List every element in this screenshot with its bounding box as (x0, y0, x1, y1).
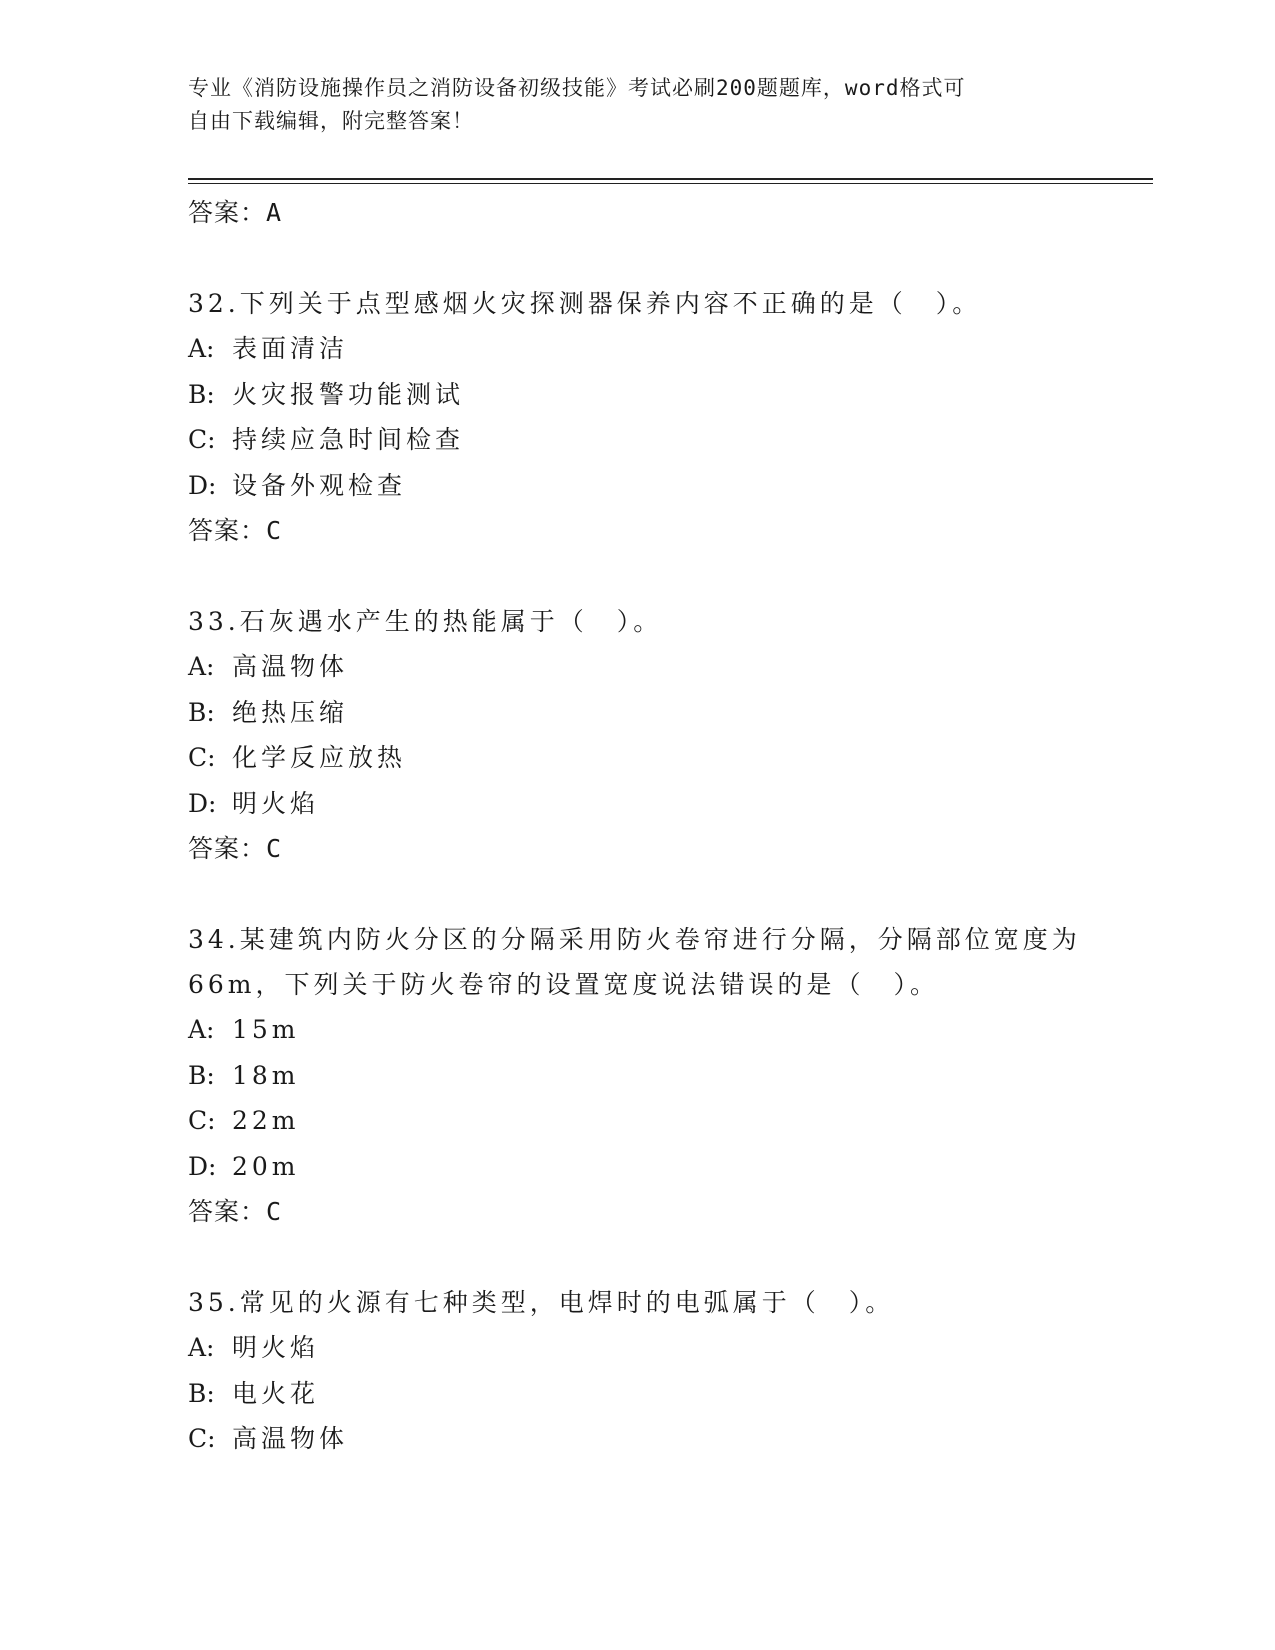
option-letter: D: (188, 1151, 217, 1181)
option-letter: D: (188, 470, 217, 500)
option-letter: A: (188, 1333, 215, 1362)
question-stem: 34.某建筑内防火分区的分隔采用防火卷帘进行分隔，分隔部位宽度为66m，下列关于防火卷帘的设置宽度说法错误的是（ ）。 (188, 925, 1081, 999)
answer-label: 答案：C (188, 834, 283, 863)
previous-answer: 答案：A (188, 198, 283, 227)
option-text: 电火花 (232, 1378, 320, 1408)
question-list (188, 190, 1148, 1462)
option-text: 18m (232, 1060, 300, 1090)
answer-label: 答案：C (188, 516, 283, 545)
option-b (188, 1371, 1148, 1417)
option-text: 明火焰 (232, 788, 320, 818)
question-33 (188, 599, 1148, 872)
answer-label: 答案：C (188, 1197, 283, 1226)
header-line-2: 自由下载编辑，附完整答案！ (188, 109, 474, 133)
header-divider-thin (188, 183, 1153, 184)
option-text: 持续应急时间检查 (232, 425, 465, 454)
option-a (188, 644, 1148, 690)
option-text: 高温物体 (232, 652, 349, 681)
header-divider-thick (188, 178, 1153, 180)
option-letter: A: (188, 652, 215, 681)
document-header (188, 72, 1068, 138)
option-letter: B: (188, 1378, 215, 1408)
question-stem: 35.常见的火源有七种类型，电焊时的电弧属于（ ）。 (188, 1288, 895, 1317)
option-letter: B: (188, 1060, 215, 1090)
option-text: 明火焰 (232, 1333, 320, 1362)
option-letter: A: (188, 334, 215, 363)
option-text: 绝热压缩 (232, 697, 349, 727)
option-letter: C: (188, 1424, 216, 1453)
option-letter: B: (188, 697, 215, 727)
option-b (188, 1053, 1148, 1099)
option-d (188, 463, 1148, 509)
option-text: 设备外观检查 (232, 470, 407, 500)
question-stem: 32.下列关于点型感烟火灾探测器保养内容不正确的是（ ）。 (188, 289, 982, 318)
option-letter: A: (188, 1015, 215, 1044)
option-c (188, 417, 1148, 463)
question-35 (188, 1280, 1148, 1462)
option-a (188, 326, 1148, 372)
option-c (188, 1416, 1148, 1462)
option-text: 表面清洁 (232, 334, 349, 363)
option-c (188, 735, 1148, 781)
option-letter: C: (188, 743, 216, 772)
option-c (188, 1098, 1148, 1144)
option-text: 22m (232, 1106, 300, 1135)
option-letter: D: (188, 788, 217, 818)
option-text: 20m (232, 1151, 300, 1181)
option-letter: C: (188, 1106, 216, 1135)
header-line-1: 专业《消防设施操作员之消防设备初级技能》考试必刷200题题库，word格式可 (188, 76, 966, 100)
option-a (188, 1007, 1148, 1053)
option-d (188, 781, 1148, 827)
question-34 (188, 917, 1148, 1235)
option-a (188, 1325, 1148, 1371)
option-d (188, 1144, 1148, 1190)
option-b (188, 372, 1148, 418)
question-32 (188, 281, 1148, 554)
option-letter: B: (188, 379, 215, 409)
option-text: 15m (232, 1015, 300, 1044)
question-stem: 33.石灰遇水产生的热能属于（ ）。 (188, 607, 663, 636)
option-b (188, 690, 1148, 736)
option-text: 高温物体 (232, 1424, 349, 1453)
option-text: 火灾报警功能测试 (232, 379, 465, 409)
option-text: 化学反应放热 (232, 743, 407, 772)
option-letter: C: (188, 425, 216, 454)
